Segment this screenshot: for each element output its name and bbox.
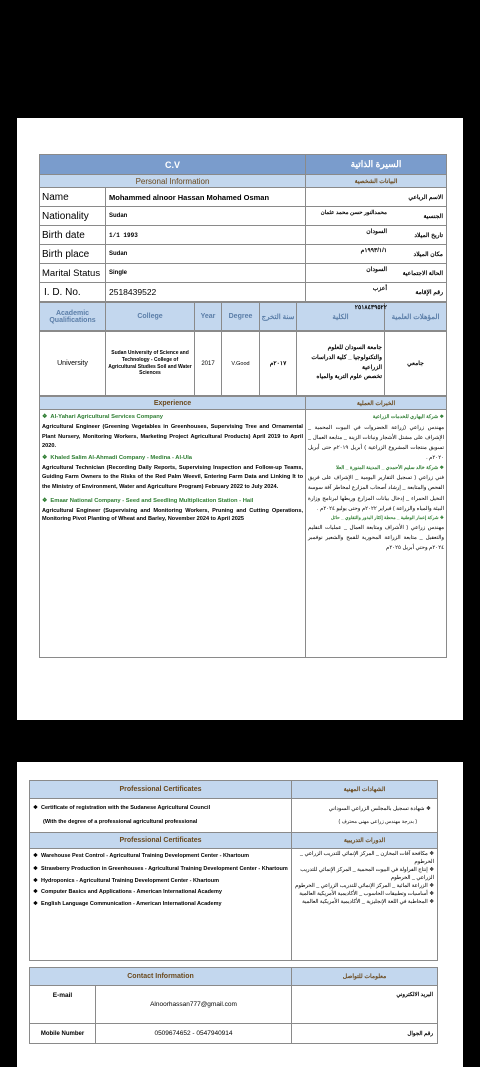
cert-ar-1: ❖ شهادة تسجيل بالمجلس الزراعي السوداني bbox=[328, 805, 431, 812]
mobile-value: 0509674652 - 0547940914 bbox=[96, 1024, 292, 1044]
cert-ar-2: ( بدرجة مهندس زراعي مهني محترف ) bbox=[338, 819, 417, 826]
birthdate-value: 1/1 1993 bbox=[106, 226, 306, 245]
nationality-value: Sudan bbox=[106, 207, 306, 226]
mobile-label: Mobile Number bbox=[30, 1024, 96, 1044]
exp-company-ar-1: ❖ شركة اليهاري للخدمات الزراعية bbox=[372, 414, 444, 420]
cv-page-2 bbox=[17, 762, 463, 1067]
exp-text-ar-2: فني زراعي ( تسجيل التقارير اليومية _ الإشراف على فريق الفحص والمتابعة _ إرشاد أصحاب المزارع لمخاطر آفة سوسة النخيل الحمراء _ إدخال بيانات المزارع وربطها لبرنامج وزارة البيئة والمياه والزراعة ) فبراير ٢٠٢٢م وحتى يوليو ٢٠٢٤م . bbox=[308, 475, 444, 512]
qual-degree: V.Good bbox=[222, 332, 260, 396]
cv-page-1 bbox=[17, 118, 463, 720]
qual-gradyear-ar-header: سنة التخرج bbox=[260, 303, 297, 331]
qual-level: University bbox=[40, 332, 106, 396]
qual-college-header: College bbox=[106, 303, 195, 331]
contact-header-en: Contact Information bbox=[30, 968, 292, 986]
qual-degree-header: Degree bbox=[222, 303, 260, 331]
cert-en-1: ❖ Certificate of registration with the Sudanese Agricultural Council bbox=[33, 805, 211, 812]
name-value: Mohammed alnoor Hassan Mohamed Osman bbox=[106, 188, 306, 207]
courses-header-en: Professional Certificates bbox=[30, 833, 292, 849]
name-label-ar: الاسم الرباعي bbox=[408, 194, 444, 201]
birthdate-label: Birth date bbox=[40, 226, 106, 245]
birthplace-label-ar: مكان الميلاد bbox=[306, 245, 447, 264]
name-label: Name bbox=[40, 188, 106, 207]
qual-year: 2017 bbox=[195, 332, 222, 396]
id-value: 2518439522 bbox=[106, 283, 306, 302]
marital-label-ar: الحالة الاجتماعية bbox=[306, 264, 447, 283]
cv-table-2 bbox=[29, 780, 437, 1044]
exp-text-3: Agricultural Engineer (Supervising and Monitoring Workers, Pruning and Cutting Operations, Monitoring Pivot Planting of Wheat and Barley, November 2024 to April 2025 bbox=[42, 507, 303, 522]
personal-header-ar: البيانات الشخصية bbox=[306, 175, 447, 188]
course-ar-1: ❖ مكافحة آفات المخازن _ المركز الإنمائي للتدريب الزراعي _ الخرطوم bbox=[300, 851, 434, 865]
course-en-3: ❖ Hydroponics - Agricultural Training Development Center - Khartoum bbox=[33, 877, 219, 884]
exp-company-1: ❖ Al-Yahari Agricultural Services Company bbox=[42, 414, 163, 420]
course-ar-2: ❖ إنتاج الفراولة في البيوت المحمية _ المركز الإنمائي للتدريب الزراعي _ الخرطوم bbox=[300, 866, 434, 881]
contact-header-ar: معلومات للتواصل bbox=[292, 968, 438, 986]
qual-college: Sudan University of Science and Technology - College of Agricultural Studies Soil and Water Sciences bbox=[106, 332, 195, 396]
certificates-header-en: Professional Certificates bbox=[30, 781, 292, 799]
qual-college-ar-3: تخصص علوم التربة والمياه bbox=[316, 374, 382, 381]
course-ar-3: ❖ الزراعة المائية _ المركز الإنمائي للتدريب الزراعي _ الخرطوم bbox=[295, 882, 434, 889]
qual-year-header: Year bbox=[195, 303, 222, 331]
email-label: E-mail bbox=[30, 986, 96, 1024]
cv-title-ar: السيرة الذاتية bbox=[306, 155, 447, 175]
qual-gradyear-ar: ٢٠١٧م bbox=[260, 332, 297, 396]
course-en-2: ❖ Strawberry Production in Greenhouses - Agricultural Training Development Center - Khartoum bbox=[33, 865, 288, 872]
course-en-1: ❖ Warehouse Pest Control - Agricultural Training Development Center - Khartoum bbox=[33, 853, 250, 859]
exp-company-2: ❖ Khaled Salim Al-Ahmadi Company - Medina - Al-Ula bbox=[42, 454, 193, 461]
experience-header-en: Experience bbox=[40, 397, 306, 410]
birthplace-value: Sudan bbox=[106, 245, 306, 264]
email-label-ar: البريد الالكتروني bbox=[292, 986, 438, 1024]
qual-college-ar-1: جامعة السودان للعلوم bbox=[327, 345, 382, 352]
birthplace-label: Birth place bbox=[40, 245, 106, 264]
course-en-4: ❖ Computer Basics and Applications - American International Academy bbox=[33, 889, 222, 896]
id-label: I. D. No. bbox=[40, 283, 106, 302]
exp-company-3: ❖ Emaar National Company - Seed and Seedling Multiplication Station - Hail bbox=[42, 497, 254, 504]
marital-label: Marital Status bbox=[40, 264, 106, 283]
course-ar-5: ❖ المخاطبة في اللغة الإنجليزية _ الأكاديمية الأمريكية العالمية bbox=[302, 898, 434, 905]
nationality-label-ar: الجنسية bbox=[306, 207, 447, 226]
qual-label-header: Academic Qualifications bbox=[40, 303, 106, 331]
courses-header-ar: الدورات التدريبية bbox=[292, 833, 438, 849]
personal-header-en: Personal Information bbox=[40, 175, 306, 188]
cv-title-en: C.V bbox=[40, 155, 306, 175]
course-ar-4: ❖ أساسيات وتطبيقات الحاسوب _ الأكاديمية الأمريكية العالمية bbox=[299, 890, 434, 897]
nationality-label: Nationality bbox=[40, 207, 106, 226]
qual-college-ar-2: والتكنولوجيا _ كلية الدراسات الزراعية bbox=[311, 354, 382, 371]
cert-en-2: (With the degree of a professional agricultural professional bbox=[43, 818, 198, 825]
qual-college-ar-header: الكلية bbox=[297, 303, 385, 331]
exp-text-2: Agricultural Technician (Recording Daily Reports, Supervising Inspection and Follow-up Teams, Guiding Farm Owners to the Risks of the Red Palm Weevil, Entering Farm Data and Linking It to the Ministry of Environment, Water and Agriculture Program) February 2022 to July 2024. bbox=[42, 464, 303, 490]
exp-text-ar-3: مهندس زراعي ( الأشراف ومتابعة العمال _ عمليات التقليم والتعقيل _ متابعة الزراعة المحورية للقمح والشعير نوفمبر ٢٠٢٤م وحتي أبريل ٢٠٢٥م bbox=[308, 524, 444, 552]
exp-text-1: Agricultural Engineer (Greening Vegetables in Greenhouses, Supervising Tree and Ornamental Plant Nursery, Monitoring Workers, Marketing Project Agricultural Products) April 2019 to April 2020. bbox=[42, 423, 303, 450]
exp-company-ar-2: ❖ شركة خالد سليم الأحمدي _ المدينة المنورة _ العلا bbox=[335, 464, 444, 471]
exp-company-ar-3: ❖ شركة إعمار الوطنية _ محطة إكثار البذور والتقاوي _ حائل bbox=[330, 515, 444, 521]
marital-value: Single bbox=[106, 264, 306, 283]
course-en-5: ❖ English Language Communication - American International Academy bbox=[33, 901, 222, 908]
id-label-ar: رقم الإقامة bbox=[306, 283, 447, 302]
certificates-header-ar: الشهادات المهنية bbox=[292, 781, 438, 799]
experience-header-ar: الخبرات العملية bbox=[306, 397, 447, 410]
qual-level-ar: جامعي bbox=[385, 332, 447, 396]
birthdate-label-ar: تاريخ الميلاد bbox=[306, 226, 447, 245]
personal-values-ar: محمدالنور حسن محمد عثمان السودان ١٩٩٣/١/١م السودان أعزب ٢٥١٨٤٣٩٥٢٢ bbox=[320, 210, 387, 311]
mobile-label-ar: رقم الجوال bbox=[292, 1024, 438, 1044]
qual-label-ar-header: المؤهلات العلمية bbox=[385, 303, 447, 331]
email-value: Alnoorhassan777@gmail.com bbox=[96, 986, 292, 1024]
exp-text-ar-1: مهندس زراعي (زراعة الخضروات في البيوت المحمية _ الإشراف على مشتل الأشجار ونباتات الزينة _ متابعة العمال _ تسويق منتجات المشروع الزراعية ) أبريل ٢٠١٩م حتى أبريل ٢٠٢٠م . bbox=[308, 424, 444, 462]
